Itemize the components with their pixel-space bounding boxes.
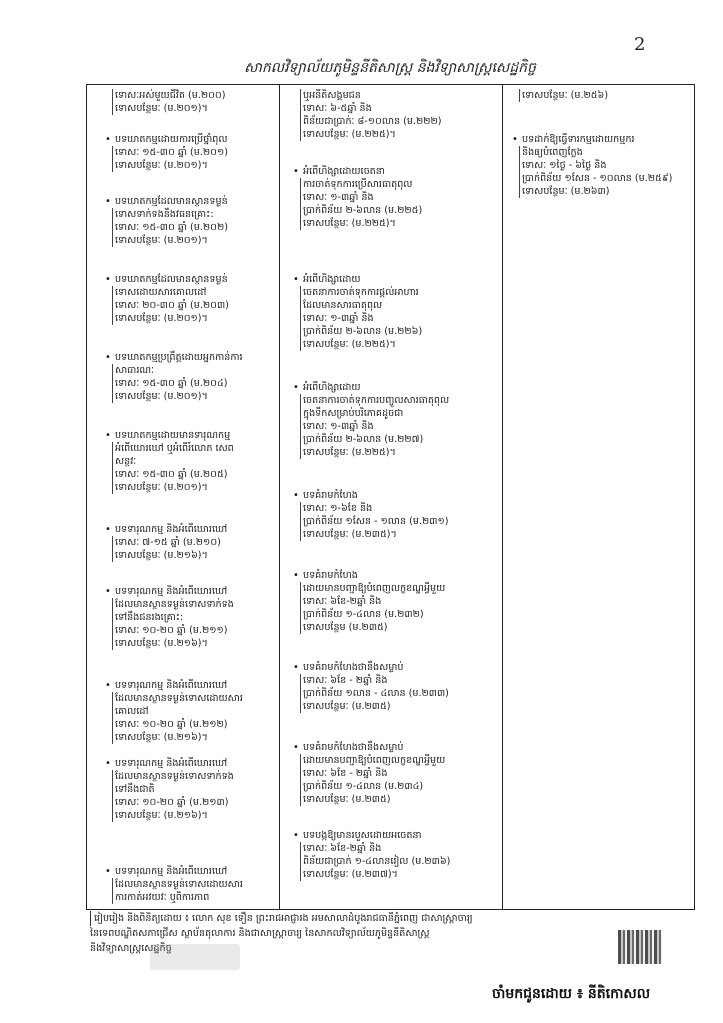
offense-entry xyxy=(293,489,449,541)
offense-detail: ទោសៈ ១-៦ខែ និង xyxy=(300,502,448,515)
penalty-table xyxy=(86,84,695,910)
offense-detail: ប្រាក់ពិន័យ ១-៤លាន (ម.២៣២) xyxy=(300,608,445,621)
qr-code-icon xyxy=(618,930,662,964)
offense-entry xyxy=(105,679,243,744)
offense-detail: ទោសបន្ថែមៈ (ម.២២៥)។ xyxy=(300,446,449,459)
offense-detail: ទោសបន្ថែមៈ (ម.២០១)។ xyxy=(112,312,229,325)
offense-detail: ទោសៈអស់មួយជីវិត (ម.២០០) xyxy=(112,89,225,102)
offense-title: អំពើហិង្សាដោយចេតនា xyxy=(303,166,385,177)
university-header: សាកលវិទ្យាល័យភូមិន្ទនីតិសាស្ត្រ និងវិទ្យាសាស្ត្រសេដ្ឋកិច្ច xyxy=(244,60,536,76)
bullet-icon: • xyxy=(293,570,299,581)
table-column-2 xyxy=(279,85,503,909)
offense-detail: ទោសដោយសារគោលដៅ xyxy=(112,286,229,299)
offense-detail: ទោសៈ ៦ខែ-២ឆ្នាំ និង xyxy=(300,595,445,608)
offense-detail: ចេតនាការចាត់ទុកការផ្តល់អាហារ xyxy=(300,286,422,299)
offense-detail: ទៅនឹងជនរងគ្រោះ: xyxy=(112,611,234,624)
offense-title: បទទារុណកម្ម និងអំពើឃោរឃៅ xyxy=(115,586,228,597)
bullet-icon: • xyxy=(512,134,518,145)
offense-detail: ទោសបន្ថែម (ម.២៣៥) xyxy=(300,621,445,634)
publisher-label: ចាំមកជូនដោយ ៖ នីតិកោសល xyxy=(492,986,651,1002)
offense-detail: ទោសៈ ១៥-៣០ ឆ្នាំ (ម.២០៥) xyxy=(112,468,234,481)
bullet-icon: • xyxy=(105,758,111,769)
offense-detail: ប្រាក់ពិន័យ ១លាន - ៤លាន (ម.២៣៣) xyxy=(300,687,449,700)
offense-title: បទគំរាមកំហែង xyxy=(303,490,358,501)
bullet-icon: • xyxy=(293,274,299,285)
offense-detail: ទោសបន្ថែមៈ (ម.២៥៦) xyxy=(519,89,608,102)
bullet-icon: • xyxy=(293,490,299,501)
table-column-3 xyxy=(502,85,694,909)
offense-title: បទឃាតកម្មដែលមានស្ថានទម្ងន់ xyxy=(115,274,228,285)
offense-title: បទទារុណកម្ម និងអំពើឃោរឃៅ xyxy=(115,524,228,535)
offense-detail: ទោសបន្ថែមៈ (ម.២២៥)។ xyxy=(300,128,442,141)
offense-entry xyxy=(105,757,234,822)
bullet-icon: • xyxy=(293,166,299,177)
bullet-icon: • xyxy=(105,134,111,145)
bullet-icon: • xyxy=(105,866,111,877)
offense-detail: ទោសបន្ថែមៈ (ម.២១៦)។ xyxy=(112,731,243,744)
offense-detail: អំពើឃោរឃៅ ឬអំពើរំលោភ សេព xyxy=(112,442,234,455)
offense-detail: ទោសបន្ថែមៈ (ម.២០១)។ xyxy=(112,234,228,247)
offense-detail: ទោសៈ ៦ខែ-២ឆ្នាំ និង xyxy=(300,842,450,855)
offense-detail: ទោសៈ ១៥-៣០ ឆ្នាំ (ម.២០២) xyxy=(112,221,228,234)
bullet-icon: • xyxy=(293,742,299,753)
offense-detail: ទោសៈ ៧-១៥ ឆ្នាំ (ម.២១០) xyxy=(112,536,227,549)
offense-entry xyxy=(105,273,229,325)
offense-detail: ទោសៈ ២០-៣០ ឆ្នាំ (ម.២០៣) xyxy=(112,299,229,312)
offense-detail: ដែលមានស្ថានទម្ងន់ទោសទាក់ទង xyxy=(112,598,234,611)
offense-detail: ទោសៈ ១៥-៣០ ឆ្នាំ (ម.២០៤) xyxy=(112,377,243,390)
offense-detail: ទោសៈ ៦ខែ - ២ឆ្នាំ និង xyxy=(300,674,449,687)
offense-detail: ប្រាក់ពិន័យ ២-៦លាន (ម.២២៥) xyxy=(300,204,422,217)
offense-detail: គោលដៅ xyxy=(112,705,243,718)
offense-detail: ទោសៈ ១-៣ឆ្នាំ និង xyxy=(300,312,422,325)
bullet-icon: • xyxy=(105,430,111,441)
bullet-icon: • xyxy=(293,662,299,673)
faded-stamp xyxy=(150,944,240,970)
offense-entry xyxy=(303,89,442,141)
offense-detail: ការកាត់អវយវៈ ឬពិការភាព xyxy=(112,891,243,904)
offense-detail: ទោសបន្ថែមៈ (ម.២២៥)។ xyxy=(300,338,422,351)
offense-title: បទឃាតកម្មប្រព្រឹត្តដោយអ្នកកាន់ការ xyxy=(115,352,243,363)
offense-entry xyxy=(293,741,446,806)
offense-detail: ប្រាក់ពិន័យ ១សែន - ១លាន (ម.២៣១) xyxy=(300,515,448,528)
offense-detail: សាធារណៈ xyxy=(112,364,243,377)
offense-entry xyxy=(512,133,673,198)
offense-detail: ដោយមានបញ្ជាឱ្យបំពេញលក្ខខណ្ឌអ្វីមួយ xyxy=(300,754,445,767)
offense-detail: ទោសបន្ថែមៈ (ម.២០១)។ xyxy=(112,159,228,172)
bullet-icon: • xyxy=(105,274,111,285)
offense-entry xyxy=(522,89,608,102)
offense-entry xyxy=(293,661,449,713)
offense-detail: ដែលមានស្ថានទម្ងន់ទោសដោយសារ xyxy=(112,878,243,891)
offense-title: បទទារុណកម្ម និងអំពើឃោរឃៅ xyxy=(115,680,228,691)
offense-entry xyxy=(105,195,228,247)
offense-detail: ទោសទាក់ទងនឹងវធនគ្រោះ: xyxy=(112,208,228,221)
offense-detail: ទៅនឹងជាតិ xyxy=(112,783,234,796)
offense-title: អំពើហិង្សាដោយ xyxy=(303,274,361,285)
offense-detail: ប្រាក់ពិន័យ ១-៤លាន (ម.២៣៤) xyxy=(300,780,445,793)
offense-entry xyxy=(293,273,423,351)
page-number: 2 xyxy=(634,34,646,55)
offense-detail: ទោសបន្ថែមៈ (ម.២៣៥)។ xyxy=(300,528,448,541)
offense-detail: ទោសបន្ថែមៈ (ម.២០១)។ xyxy=(112,481,234,494)
offense-entry xyxy=(105,523,228,562)
footer-line: និងវិទ្យាសាស្ត្រសេដ្ឋកិច្ច xyxy=(90,943,172,954)
footer-line: រៀបរៀង និងពិនិត្យដោយ ៖ លោក សុខ ទឿន ព្រះរាជអាជ្ញារង អមសាលាដំបូងរាជធានីភ្នំពេញ ជាសាស្ត្រាចារ្យ xyxy=(90,911,630,926)
offense-detail: ទោសបន្ថែមៈ (ម.២១៦)។ xyxy=(112,637,234,650)
offense-detail: ដែលមានស្ថានទម្ងន់ទោសទាក់ទង xyxy=(112,770,234,783)
offense-entry xyxy=(105,585,234,650)
offense-entry xyxy=(293,165,423,230)
offense-detail: ទោសបន្ថែមៈ (ម.២១៦)។ xyxy=(112,809,234,822)
offense-title: បទបង្កឱ្យមានរបួសដោយអចេតនា xyxy=(303,830,422,841)
offense-entry xyxy=(293,381,450,459)
offense-detail: ទោសបន្ថែមៈ (ម.២០១)។ xyxy=(112,390,243,403)
offense-title: បទឃាតកម្មដោយការប្រើថ្នាំពុល xyxy=(115,134,228,145)
offense-detail: ទោសបន្ថែមៈ (ម.២៣៥) xyxy=(300,793,445,806)
offense-detail: ទោសៈ ១-៣ឆ្នាំ និង xyxy=(300,191,422,204)
offense-detail: ទោសៈ ១០-២០ ឆ្នាំ (ម.២១៣) xyxy=(112,796,234,809)
bullet-icon: • xyxy=(105,352,111,363)
bullet-icon: • xyxy=(293,830,299,841)
offense-entry xyxy=(105,351,243,403)
offense-title: បទគំរាមកំហែងថានឹងសម្លាប់ xyxy=(303,742,404,753)
bullet-icon: • xyxy=(105,680,111,691)
offense-entry xyxy=(105,429,234,494)
offense-detail: ទោសៈ ១៥-៣០ ឆ្នាំ (ម.២០១) xyxy=(112,146,228,159)
offense-detail: ប្រាក់ពិន័យ ២-៦លាន (ម.២២៦) xyxy=(300,325,422,338)
offense-detail: ទោសបន្ថែមៈ (ម.២០១)។ xyxy=(112,102,225,115)
offense-entry xyxy=(115,89,225,115)
offense-title: បទគំរាមកំហែង xyxy=(303,570,358,581)
offense-detail: ដោយមានបញ្ជាឱ្យបំពេញលក្ខខណ្ឌអ្វីមួយ xyxy=(300,582,445,595)
bullet-icon: • xyxy=(105,524,111,535)
offense-detail: ទោសៈ ៦ខែ - ២ឆ្នាំ និង xyxy=(300,767,445,780)
offense-detail: និងឲ្យបំពេញក្លែង xyxy=(519,146,672,159)
bullet-icon: • xyxy=(105,586,111,597)
table-column-1 xyxy=(87,85,280,909)
offense-title: បទឃាតកម្មដោយមានទារុណកម្ម xyxy=(115,430,231,441)
offense-detail: ទោសៈ ១ថ្ងៃ - ៦ថ្ងៃ និង xyxy=(519,159,672,172)
offense-title: បទទារុណកម្ម និងអំពើឃោរឃៅ xyxy=(115,758,228,769)
offense-title: បទគំរាមកំហែងថានឹងសម្លាប់ xyxy=(303,662,404,673)
offense-detail: ដែលមានស្ថានទម្ងន់ទោសដោយសារ xyxy=(112,692,243,705)
offense-detail: ក្នុងទឹកសម្រាប់បរិភោគដូចជា xyxy=(300,407,449,420)
bullet-icon: • xyxy=(105,196,111,207)
footer-line: នៃទេពបណ្ឌិតសភាជ្រើស ស្ថាប័នតុលាការ និងជាសាស្ត្រាចារ្យ នៃសាកលវិទ្យាល័យភូមិន្ទនីតិសាស្ត្រ xyxy=(90,928,430,939)
offense-entry xyxy=(105,133,228,172)
offense-title: អំពើហិង្សាដោយ xyxy=(303,382,361,393)
offense-detail: ទោសបន្ថែមៈ (ម.២២៥)។ xyxy=(300,217,422,230)
offense-detail: ទោសបន្ថែមៈ (ម.២៣៥) xyxy=(300,700,449,713)
offense-entry xyxy=(293,569,446,634)
offense-detail: សន្ថវៈ xyxy=(112,455,234,468)
offense-detail: ទោសៈ ១០-២០ ឆ្នាំ (ម.២១១) xyxy=(112,624,234,637)
offense-detail: ដែលមានសារធាតុពុល xyxy=(300,299,422,312)
offense-detail: ឬអនីតិសង្គមជន xyxy=(300,89,442,102)
bullet-icon: • xyxy=(293,382,299,393)
offense-detail: ពិន័យជាប្រាក់ ១-៤លានរៀល (ម.២៣៦) xyxy=(300,855,450,868)
offense-detail: ទោសបន្ថែមៈ (ម.២៦៣) xyxy=(519,185,672,198)
offense-title: បទដាក់ឱ្យធ្វើទារកម្មដោយកម្មករ xyxy=(522,134,635,145)
offense-entry xyxy=(105,865,243,904)
offense-detail: ប្រាក់ពិន័យ ១សែន - ១០លាន (ម.២៥៩) xyxy=(519,172,672,185)
offense-detail: ទោសៈ ១០-២០ ឆ្នាំ (ម.២១២) xyxy=(112,718,243,731)
offense-detail: ការចាត់ទុកការប្រើសារធាតុពុល xyxy=(300,178,422,191)
offense-detail: ទោសបន្ថែមៈ (ម.២៣៧)។ xyxy=(300,868,450,881)
offense-detail: ទោសបន្ថែមៈ (ម.២១៦)។ xyxy=(112,549,227,562)
offense-detail: ចេតនាការចាត់ទុកការបញ្ចូលសារធាតុពុល xyxy=(300,394,449,407)
offense-entry xyxy=(293,829,451,881)
offense-detail: ទោសៈ ៦-៥ឆ្នាំ និង xyxy=(300,102,442,115)
offense-title: បទឃាតកម្មដែលមានស្ថានទម្ងន់ xyxy=(115,196,228,207)
offense-detail: ប្រាក់ពិន័យ ២-៦លាន (ម.២២៧) xyxy=(300,433,449,446)
offense-title: បទទារុណកម្ម និងអំពើឃោរឃៅ xyxy=(115,866,228,877)
offense-detail: ពិន័យជាប្រាក់ៈ ៨-១០លាន (ម.២២២) xyxy=(300,115,442,128)
offense-detail: ទោសៈ ១-៣ឆ្នាំ និង xyxy=(300,420,449,433)
